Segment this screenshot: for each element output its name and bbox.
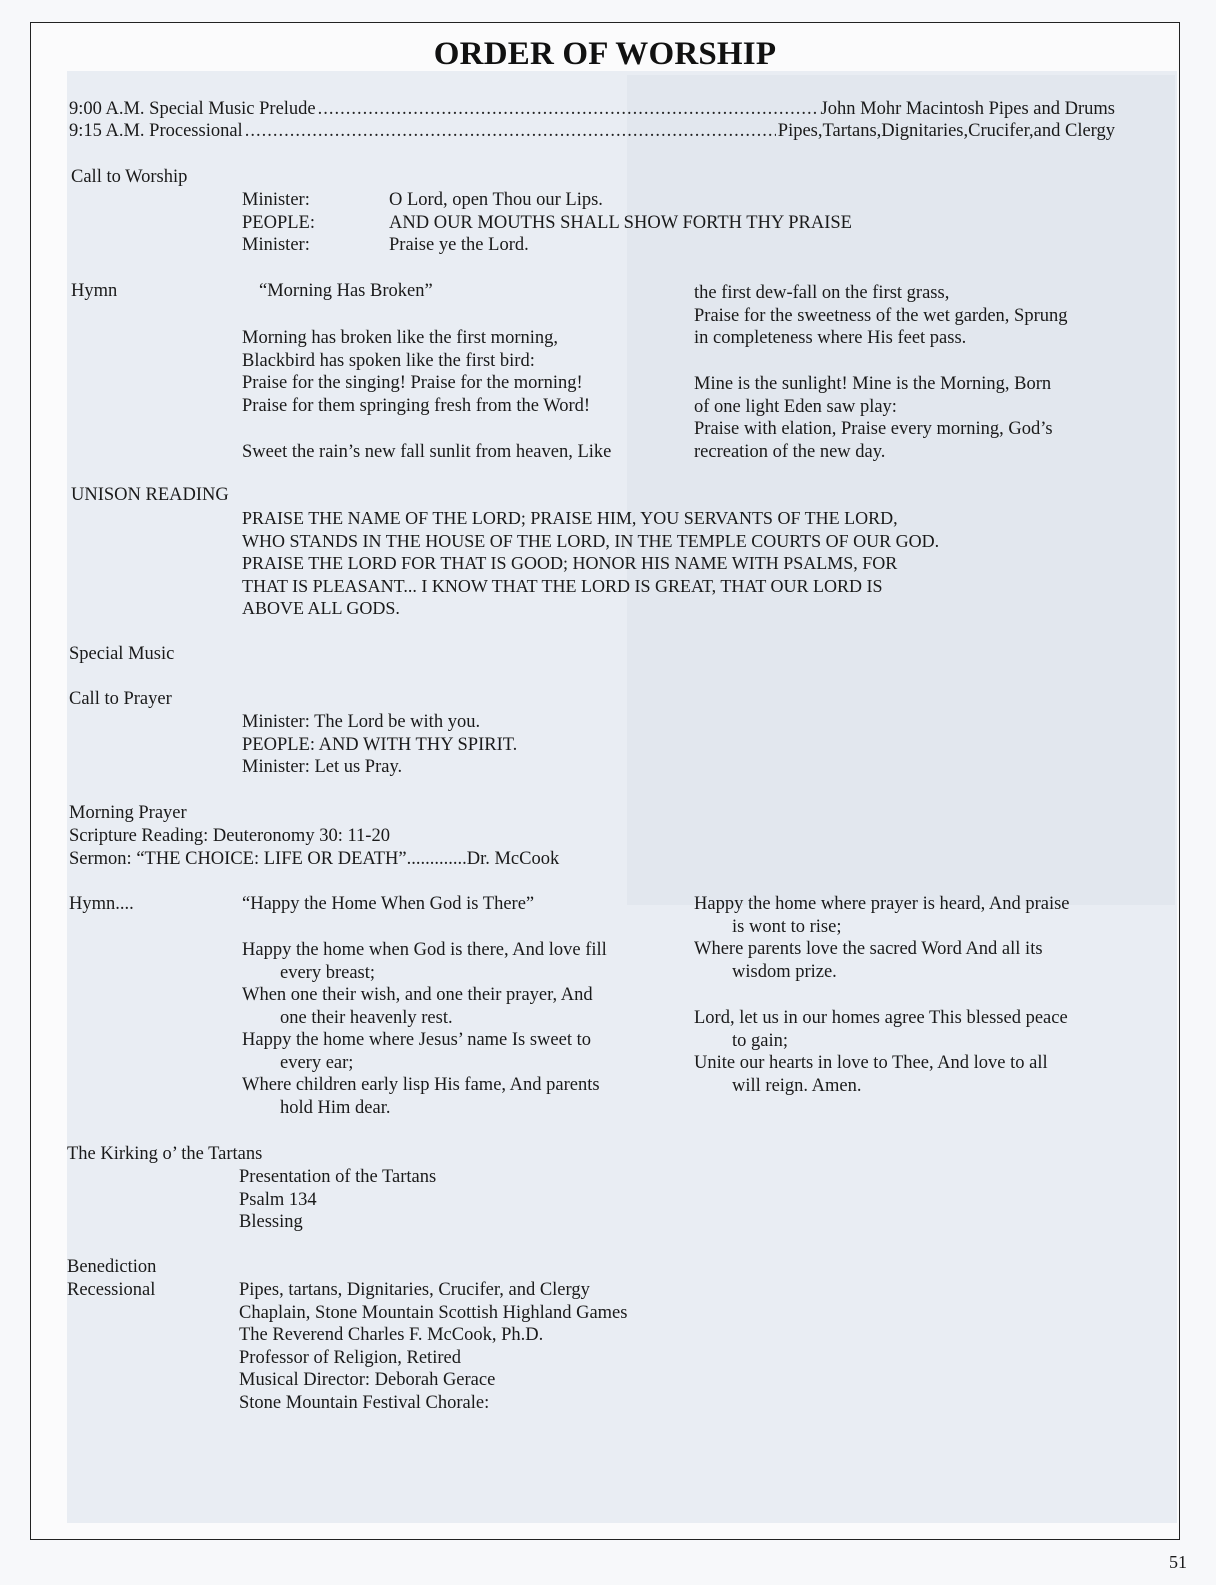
unison-reading-text bbox=[242, 507, 939, 620]
schedule-detail: John Mohr Macintosh Pipes and Drums bbox=[820, 99, 1115, 119]
recessional-lines bbox=[239, 1279, 627, 1414]
verse-line: in completeness where His feet pass. bbox=[694, 328, 967, 348]
verse-line: Blackbird has spoken like the first bird: bbox=[242, 350, 535, 371]
prayer-line: Minister: The Lord be with you. bbox=[242, 712, 481, 732]
kirking-line: Presentation of the Tartans bbox=[239, 1167, 437, 1187]
recessional-line: The Reverend Charles F. McCook, Ph.D. bbox=[239, 1325, 544, 1345]
sermon-line bbox=[69, 848, 559, 871]
call-to-worship-heading: Call to Worship bbox=[71, 167, 188, 187]
verse-line: the first dew-fall on the first grass, bbox=[694, 283, 950, 303]
speaker: PEOPLE: bbox=[242, 212, 315, 233]
verse-line: is wont to rise; bbox=[732, 916, 842, 937]
call-to-worship-speakers bbox=[242, 189, 315, 257]
benediction-heading: Benediction bbox=[67, 1257, 157, 1277]
verse-line: Where children early lisp His fame, And parents bbox=[242, 1075, 600, 1095]
hymn-title: “Morning Has Broken” bbox=[259, 281, 433, 301]
leader-dots bbox=[245, 120, 776, 143]
page-title: ORDER OF WORSHIP bbox=[433, 36, 777, 72]
verse-line: recreation of the new day. bbox=[694, 441, 886, 462]
call-to-prayer-lines bbox=[242, 711, 517, 779]
morning-prayer-heading: Morning Prayer bbox=[69, 803, 187, 823]
schedule-detail: Pipes,Tartans,Dignitaries,Crucifer,and Clergy bbox=[777, 121, 1115, 141]
reading-line: THAT IS PLEASANT... I KNOW THAT THE LORD IS GREAT, THAT OUR LORD IS bbox=[242, 575, 883, 596]
verse-line: of one light Eden saw play: bbox=[694, 396, 897, 417]
unison-reading-heading: UNISON READING bbox=[71, 485, 229, 505]
hymn-verse-right bbox=[694, 373, 1053, 463]
verse-line: Mine is the sunlight! Mine is the Morning, Born bbox=[694, 374, 1052, 394]
program-page bbox=[30, 22, 1180, 1540]
verse-line: to gain; bbox=[732, 1030, 789, 1051]
call-to-prayer-heading: Call to Prayer bbox=[69, 689, 172, 709]
kirking-line: Blessing bbox=[239, 1212, 303, 1232]
verse-line: will reign. Amen. bbox=[732, 1075, 862, 1096]
reading-line: PRAISE THE LORD FOR THAT IS GOOD; HONOR HIS NAME WITH PSALMS, FOR bbox=[242, 553, 898, 573]
prayer-line: Minister: Let us Pray. bbox=[242, 757, 403, 777]
kirking-line: Psalm 134 bbox=[239, 1189, 317, 1210]
scripture-reading: Scripture Reading: Deuteronomy 30: 11-20 bbox=[69, 826, 390, 846]
schedule-item: 9:15 A.M. Processional bbox=[69, 121, 243, 141]
reading-line: ABOVE ALL GODS. bbox=[242, 598, 400, 618]
reading-line: PRAISE THE NAME OF THE LORD; PRAISE HIM, YOU SERVANTS OF THE LORD, bbox=[242, 508, 898, 528]
recessional-line: Professor of Religion, Retired bbox=[239, 1347, 461, 1368]
response-text: O Lord, open Thou our Lips. bbox=[389, 190, 603, 210]
verse-line: one their heavenly rest. bbox=[280, 1007, 453, 1028]
prayer-line: PEOPLE: AND WITH THY SPIRIT. bbox=[242, 734, 518, 755]
hymn-heading: Hymn.... bbox=[69, 894, 134, 914]
hymn-verse-left bbox=[242, 939, 607, 1119]
hymn-heading: Hymn bbox=[71, 281, 118, 301]
sermon-label: Sermon: “THE CHOICE: LIFE OR DEATH” bbox=[69, 849, 407, 869]
verse-line: Happy the home where prayer is heard, And praise bbox=[694, 894, 1070, 914]
schedule-row bbox=[69, 120, 1115, 143]
recessional-line: Stone Mountain Festival Chorale: bbox=[239, 1392, 490, 1413]
recessional-line: Pipes, tartans, Dignitaries, Crucifer, and Clergy bbox=[239, 1280, 590, 1300]
hymn-verse-left bbox=[242, 327, 590, 417]
recessional-line: Musical Director: Deborah Gerace bbox=[239, 1370, 496, 1390]
leader-dots: ............. bbox=[406, 849, 467, 869]
verse-line: Happy the home when God is there, And love fill bbox=[242, 940, 607, 960]
hymn-verse-right bbox=[694, 893, 1070, 983]
verse-line: wisdom prize. bbox=[732, 961, 837, 982]
schedule-row bbox=[69, 98, 1115, 121]
page-number: 51 bbox=[1169, 1552, 1187, 1572]
leader-dots bbox=[318, 98, 819, 121]
speaker: Minister: bbox=[242, 235, 310, 255]
verse-line: hold Him dear. bbox=[280, 1097, 391, 1118]
verse-line: Happy the home where Jesus’ name Is sweet to bbox=[242, 1030, 591, 1050]
call-to-worship-texts bbox=[389, 189, 852, 257]
hymn-verse-right bbox=[694, 1007, 1068, 1097]
recessional-line: Chaplain, Stone Mountain Scottish Highland Games bbox=[239, 1302, 628, 1323]
verse-line: every ear; bbox=[280, 1052, 354, 1073]
verse-line: Praise for the singing! Praise for the morning! bbox=[242, 373, 583, 393]
verse-line: Praise with elation, Praise every morning, God’s bbox=[694, 419, 1053, 439]
hymn-verse-right bbox=[694, 282, 1068, 350]
verse-line: Lord, let us in our homes agree This blessed peace bbox=[694, 1008, 1068, 1028]
response-text: Praise ye the Lord. bbox=[389, 235, 529, 255]
verse-line: Where parents love the sacred Word And all its bbox=[694, 939, 1043, 959]
verse-line: Praise for the sweetness of the wet garden, Sprung bbox=[694, 305, 1068, 326]
recessional-heading: Recessional bbox=[67, 1280, 156, 1300]
verse-line: Praise for them springing fresh from the Word! bbox=[242, 395, 591, 416]
verse-line: Morning has broken like the first morning, bbox=[242, 328, 558, 348]
reading-line: WHO STANDS IN THE HOUSE OF THE LORD, IN THE TEMPLE COURTS OF OUR GOD. bbox=[242, 530, 940, 551]
verse-line: Sweet the rain’s new fall sunlit from heaven, Like bbox=[242, 442, 612, 462]
speaker: Minister: bbox=[242, 190, 310, 210]
hymn-title: “Happy the Home When God is There” bbox=[242, 894, 535, 914]
verse-line: every breast; bbox=[280, 962, 376, 983]
sermon-preacher: Dr. McCook bbox=[466, 849, 560, 869]
kirking-lines bbox=[239, 1166, 436, 1234]
special-music-heading: Special Music bbox=[69, 644, 175, 664]
response-text: AND OUR MOUTHS SHALL SHOW FORTH THY PRAISE bbox=[389, 212, 852, 233]
kirking-heading: The Kirking o’ the Tartans bbox=[67, 1144, 263, 1164]
verse-line: When one their wish, and one their prayer, And bbox=[242, 985, 593, 1005]
verse-line: Unite our hearts in love to Thee, And love to all bbox=[694, 1053, 1048, 1073]
schedule-item: 9:00 A.M. Special Music Prelude bbox=[69, 99, 316, 119]
